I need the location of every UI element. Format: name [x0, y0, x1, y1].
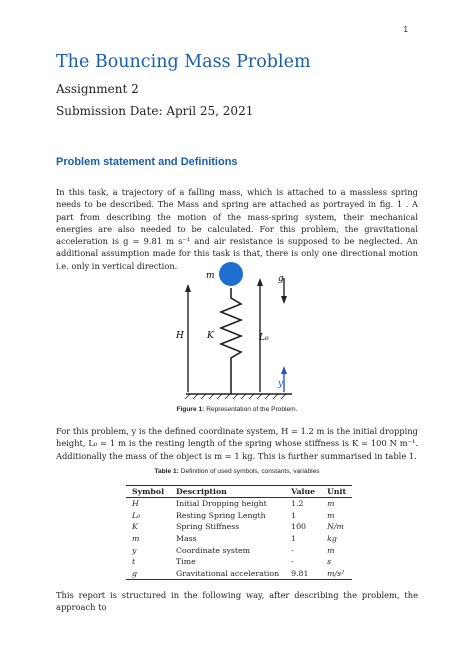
- table-cell: Spring Stiffness: [176, 522, 240, 532]
- table-cell: Resting Spring Length: [176, 510, 266, 520]
- table-row: [126, 510, 352, 522]
- table-cell: 1: [291, 534, 297, 544]
- table-row: [126, 568, 352, 580]
- table-cell: t: [132, 557, 136, 567]
- table-cell: m: [327, 499, 335, 509]
- label-m: m: [206, 271, 215, 281]
- label-L0: L₀: [259, 333, 269, 343]
- paragraph-definitions: For this problem, y is the defined coordinate system, H = 1.2 m is the initial dropping height, L₀ = 1 m is the resting length of the spring whose stiffness is K = 100 N m⁻¹. Additionally the mass of the object is m = 1 kg. This is further summarised in table 1.: [56, 426, 418, 461]
- table-cell: Time: [176, 557, 196, 567]
- page-number: 1: [403, 25, 408, 34]
- submission-date: Submission Date: April 25, 2021: [56, 104, 254, 118]
- table-cell: kg: [327, 534, 337, 544]
- length-arrow-head: [257, 278, 263, 286]
- table-cell: m/s²: [321, 568, 352, 580]
- table-row: [126, 498, 352, 510]
- table-cell: K: [132, 522, 138, 532]
- table-row: [126, 521, 352, 533]
- figure-caption: Figure 1: Representation of the Problem.: [176, 406, 298, 413]
- mass-ball: [219, 262, 243, 286]
- table-cell: H: [132, 499, 139, 509]
- mass-spring-figure: [168, 258, 306, 400]
- table-header-row: [126, 486, 352, 498]
- table-row: [126, 544, 352, 556]
- label-H: H: [176, 331, 184, 341]
- table-cell: 9.81: [285, 568, 321, 580]
- section-heading: Problem statement and Definitions: [56, 156, 238, 168]
- paragraph-structure: This report is structured in the following way, after describing the problem, the approach to: [56, 590, 418, 613]
- table-cell: N/m: [327, 522, 344, 532]
- y-axis-arrow-head: [281, 366, 287, 374]
- table-cell: y: [132, 545, 137, 555]
- label-K: K: [207, 331, 214, 341]
- table-header: Symbol: [126, 486, 170, 498]
- table-cell: s: [327, 557, 332, 567]
- table-cell: 1: [291, 510, 297, 520]
- gravity-arrow-head: [281, 296, 287, 304]
- table-caption: Table 1: Definition of used symbols, constants, variables: [154, 468, 320, 475]
- height-arrow-head: [185, 284, 191, 292]
- table-cell: Coordinate system: [176, 545, 251, 555]
- table-cell: 1.2: [291, 499, 304, 509]
- table-cell: -: [291, 557, 294, 567]
- table-cell: m: [327, 545, 335, 555]
- table-cell: L₀: [132, 510, 141, 520]
- label-y: y: [278, 379, 284, 389]
- table-cell: g: [126, 568, 170, 580]
- table-header: Unit: [321, 486, 352, 498]
- table-header: Value: [285, 486, 321, 498]
- table-row: [126, 533, 352, 545]
- table-cell: m: [132, 534, 140, 544]
- spring: [221, 288, 241, 394]
- table-cell: Mass: [176, 534, 197, 544]
- assignment-label: Assignment 2: [56, 82, 139, 96]
- symbols-table: [126, 485, 352, 580]
- table-cell: m: [327, 510, 335, 520]
- table-cell: Gravitational acceleration: [170, 568, 285, 580]
- table-header: Description: [170, 486, 285, 498]
- paragraph-intro: In this task, a trajectory of a falling mass, which is attached to a massless spring needs to be described. The Mass and spring are attached as portrayed in fig. 1 . A part from describing the motion of the mass-spring system, their mechanical energies are also needed to be calculated. For this problem, the gravitational acceleration is g = 9.81 m s⁻¹ and air resistance is supposed to be neglected. An additional assumption made for this task is that, there is only one directional motion i.e. only in vertical direction.: [56, 187, 418, 271]
- document-title: The Bouncing Mass Problem: [56, 52, 311, 72]
- table-cell: 100: [291, 522, 306, 532]
- label-g: g: [278, 274, 284, 284]
- table-cell: Initial Dropping height: [176, 499, 267, 509]
- table-row: [126, 556, 352, 568]
- table-cell: -: [291, 545, 294, 555]
